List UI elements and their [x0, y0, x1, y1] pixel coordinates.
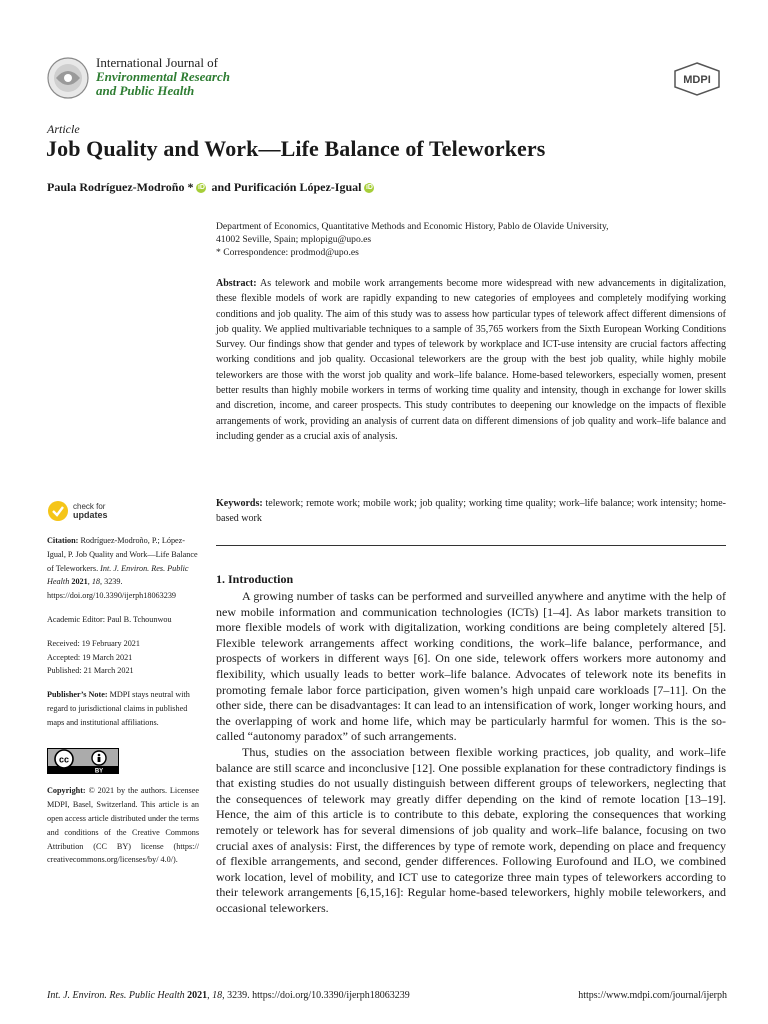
abstract-label: Abstract:: [216, 278, 257, 289]
journal-name-line3: and Public Health: [96, 83, 195, 98]
check-for-updates-label: [73, 502, 108, 520]
copyright-label: Copyright:: [47, 786, 86, 796]
citation-volume: 18: [91, 577, 100, 587]
sidebar: [47, 500, 199, 867]
check-for-updates[interactable]: [47, 500, 199, 522]
journal-logo-icon: [46, 56, 90, 100]
citation-label: Citation:: [47, 536, 79, 545]
introduction-heading: 1. Introduction: [216, 572, 294, 586]
footer-citation: Int. J. Environ. Res. Public Health 2021, 18, 3239. https://doi.org/10.3390/ijerph18063239: [47, 990, 410, 1001]
citation-doi[interactable]: , 3239. https://doi.org/10.3390/ijerph18063239: [47, 577, 177, 601]
svg-text:cc: cc: [58, 754, 70, 765]
citation-year: 2021: [71, 577, 88, 587]
orcid-icon[interactable]: iD: [197, 183, 205, 191]
copyright: [47, 784, 199, 867]
footer-volume: 18: [212, 990, 223, 1001]
publisher-name: MDPI: [683, 74, 711, 86]
journal-header: [46, 54, 726, 104]
mdpi-logo-icon: [672, 62, 722, 96]
correspondence: * Correspondence: prodmod@upo.es: [216, 247, 359, 258]
affiliations: [216, 220, 726, 259]
publisher-note: [47, 688, 199, 729]
citation-text: Rodríguez-Modroño, P.; López-Igual, P. Job Quality and Work—Life Balance of Teleworkers.: [47, 536, 198, 573]
footer-journal: Int. J. Environ. Res. Public Health: [47, 990, 185, 1001]
accepted-date: Accepted: 19 March 2021: [47, 652, 133, 662]
orcid-icon[interactable]: iD: [365, 183, 373, 191]
journal-name: [96, 56, 230, 98]
intro-paragraph-2: Thus, studies on the association between flexible working practices, job quality, and work–life balance are still scarce and inconclusive [12]. One possible explanation for these contradictory findings is that existing studies do not usually distinguish between different groups of teleworkers, neglecting that the consequences of telework may greatly differ depending on the kind of remote location [13–19]. Hence, the aim of this article is to contribute to this debate, exploring the consequences that working remotely or telework has for several dimensions of job quality and work–life balance, focusing on two crucial axes of analysis: First, the differences by type of remote work, depending on place and frequency of flexible arrangements, and second, gender differences. Following Eurofound and ILO, we combined work location, level of mobility, and ICT use to categorize three main types of teleworkers according to their telework arrangements [6,15,16]: Regular home-based teleworkers, highly mobile teleworkers, and occasional teleworkers.: [216, 744, 726, 915]
journal-name-line1: International Journal of: [96, 55, 219, 70]
academic-editor: Academic Editor: Paul B. Tchounwou: [47, 614, 172, 624]
citation: Citation: Rodríguez-Modroño, P.; López-Igual, P. Job Quality and Work—Life Balance of Teleworkers. Int. J. Environ. Res. Public Health 2021, 18, 3239. https://doi.org/10.3390/ijerph18063239: [47, 536, 198, 601]
abstract-text: As telework and mobile work arrangements become more widespread with new advancements in digitalization, these flexible models of work are rapidly expanding to new categories of employees and completely modifying working conditions and job quality. The aim of this study was to assess how particular types of telework affect different dimensions of job quality. We applied multivariable techniques to a sample of 35,765 workers from the Sixth European Working Conditions Survey. Our findings show that gender and types of telework by workplace and ICT-use intensity are crucial factors affecting working conditions and job quality. Occasional teleworkers are the group with the best job quality, while highly mobile teleworkers are those with the worst job quality and work–life balance. Home-based teleworkers, especially women, present better results than highly mobile workers in terms of working time quality and intensity, though in exchange for lower skills and discretion, income, and career prospects. This study contributes to deepening our knowledge on the impacts of flexible arrangements of work, providing an analysis of current data on different dimensions of job quality and work–life balance and including gender as a crucial axis of analysis.: [216, 278, 726, 442]
abstract: [216, 276, 726, 444]
introduction-body: [216, 589, 726, 916]
footer-journal-url[interactable]: https://www.mdpi.com/journal/ijerph: [578, 990, 727, 1001]
check-for-updates-icon: [47, 500, 69, 522]
intro-paragraph-1: A growing number of tasks can be performed and surveilled anywhere and anytime with the help of new mobile information and communication technologies (ICTs) [1–4]. As labor markets transition to more flexible models of work with digitalization, working conditions are being completely altered [5]. Flexible telework arrangements affect working conditions, the work–life balance, performance, and prospects of workers in different ways [6]. On one side, telework offers workers more autonomy and flexibility, which usually leads to better work–life balance. Advocates of telework note its benefits in promoting female labor force participation, given women’s high unpaid care workloads [7–11]. On the other side, there can be disadvantages: It can lead to an intensification of work, longer working hours, and the overlapping of work and home life, which may be particularly harmful for women. This is the so-called “autonomy paradox” of such arrangements.: [216, 589, 726, 744]
article-type: Article: [47, 122, 80, 136]
page-footer: [47, 990, 727, 1001]
check-updates-line1: check for: [73, 502, 106, 511]
footer-year: 2021: [187, 990, 208, 1001]
author-2: Purificación López-Igual: [233, 180, 362, 194]
cc-by-license-icon[interactable]: [47, 748, 119, 774]
dates: [47, 637, 199, 678]
keywords-label: Keywords:: [216, 498, 263, 509]
citation-journal: Int. J. Environ. Res. Public Health: [47, 563, 189, 587]
publisher-note-text: MDPI stays neutral with regard to jurisdictional claims in published maps and institutional affiliations.: [47, 690, 190, 727]
cc-by-label: BY: [94, 768, 104, 774]
received-date: Received: 19 February 2021: [47, 638, 140, 648]
affiliation-line2: 41002 Seville, Spain; mplopigu@upo.es: [216, 234, 372, 245]
published-date: Published: 21 March 2021: [47, 666, 134, 676]
section-divider: [216, 545, 726, 546]
affiliation-line1: Department of Economics, Quantitative Methods and Economic History, Pablo de Olavide University,: [216, 221, 609, 232]
article-title: Job Quality and Work—Life Balance of Teleworkers: [46, 136, 546, 161]
keywords-text: telework; remote work; mobile work; job quality; working time quality; work–life balance; work intensity; home-based work: [216, 498, 726, 525]
footer-doi[interactable]: , 3239. https://doi.org/10.3390/ijerph18063239: [222, 990, 410, 1001]
keywords: [216, 496, 726, 527]
author-1: Paula Rodríguez-Modroño *: [47, 180, 194, 194]
journal-name-line2: Environmental Research: [96, 69, 230, 84]
copyright-text: © 2021 by the authors. Licensee MDPI, Basel, Switzerland. This article is an open access article distributed under the terms and conditions of the Creative Commons Attribution (CC BY) license (https:// creativecommons.org/licenses/by/ 4.0/).: [47, 786, 200, 865]
publisher-note-label: Publisher’s Note:: [47, 690, 108, 700]
check-updates-line2: updates: [73, 510, 108, 520]
author-separator: and: [211, 180, 231, 194]
author-list: [47, 180, 374, 195]
